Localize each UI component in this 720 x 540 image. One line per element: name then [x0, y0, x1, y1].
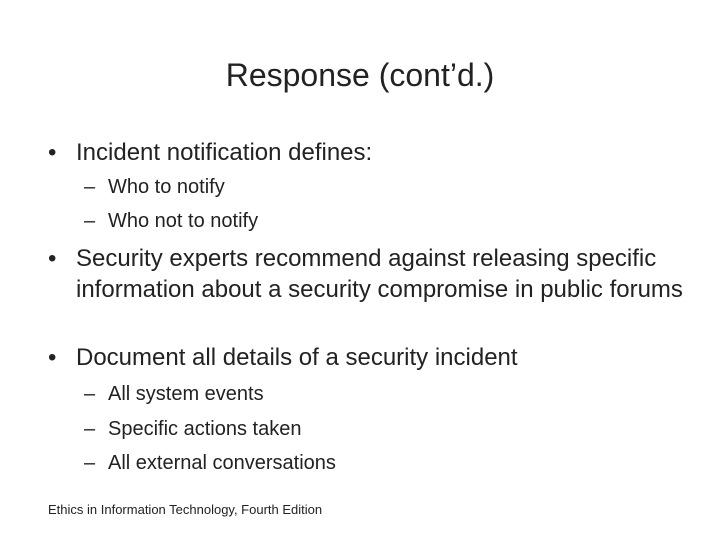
sub-bullet-item — [84, 174, 684, 200]
bullet-marker: • — [48, 245, 57, 272]
sub-bullet-item — [84, 381, 684, 407]
sub-bullet-item — [84, 450, 684, 476]
bullet-item — [48, 342, 688, 373]
bullet-text: Incident notification defines: — [76, 139, 373, 166]
bullet-marker: • — [48, 139, 57, 166]
bullet-text: Document all details of a security incident — [76, 344, 518, 371]
slide-title: Response (cont’d.) — [225, 57, 495, 93]
bullet-item — [48, 137, 688, 168]
sub-bullet-marker: – — [84, 383, 96, 405]
bullet-item — [48, 243, 688, 305]
sub-bullet-marker: – — [84, 418, 96, 440]
sub-bullet-item — [84, 208, 684, 234]
bullet-text: Security experts recommend against releasing specific information about a security compromise in public forums — [76, 245, 683, 303]
slide-footer: Ethics in Information Technology, Fourth Edition — [48, 502, 323, 517]
sub-bullet-text: All external conversations — [108, 452, 336, 474]
sub-bullet-text: Specific actions taken — [108, 418, 302, 440]
sub-bullet-marker: – — [84, 210, 96, 232]
sub-bullet-marker: – — [84, 176, 96, 198]
sub-bullet-marker: – — [84, 452, 96, 474]
sub-bullet-text: All system events — [108, 383, 264, 405]
sub-bullet-text: Who to notify — [108, 176, 225, 198]
sub-bullet-text: Who not to notify — [108, 210, 259, 232]
bullet-marker: • — [48, 344, 57, 371]
sub-bullet-item — [84, 416, 684, 442]
